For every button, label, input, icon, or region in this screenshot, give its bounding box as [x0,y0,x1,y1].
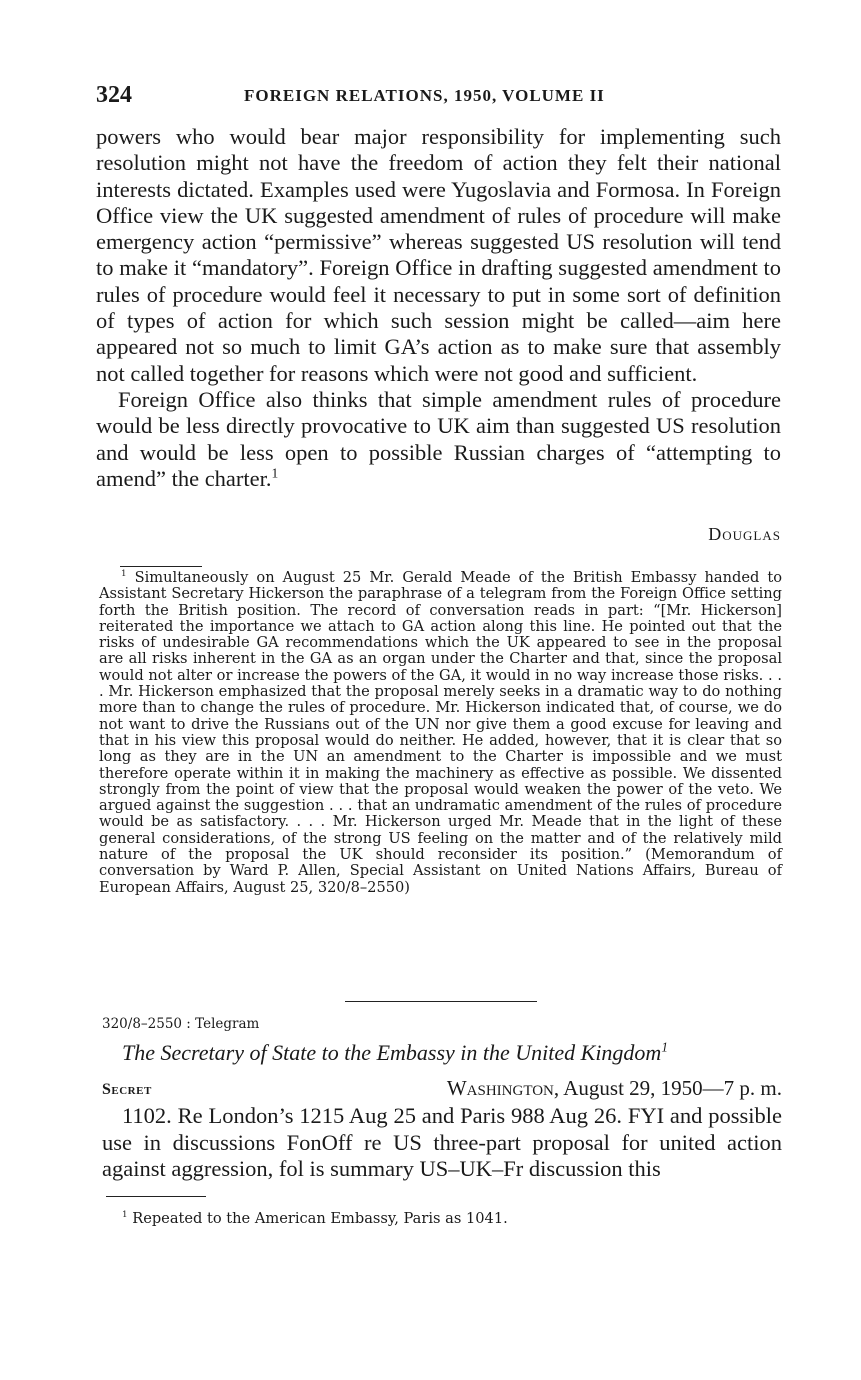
body-paragraph-2 [96,387,781,492]
classification-label: Secret [102,1081,152,1098]
footnote-1 [99,570,782,896]
footnote-2-marker: 1 [122,1210,128,1221]
running-head: FOREIGN RELATIONS, 1950, VOLUME II [244,86,605,105]
body-text [96,124,781,492]
title-footnote-reference: 1 [661,1039,668,1055]
dateline-row [102,1076,782,1102]
section-divider [345,1001,537,1002]
dateline-date: , August 29, 1950—7 p. m. [553,1076,782,1100]
file-reference: 320/8–2550 : Telegram [102,1016,260,1032]
page-header [96,82,786,112]
footnote-2-text: Repeated to the American Embassy, Paris as 1041. [132,1210,508,1227]
footnote-rule-2 [106,1196,206,1197]
document-title-text: The Secretary of State to the Embassy in the United Kingdom [122,1040,662,1065]
footnote-rule [120,566,202,567]
dateline-place: Washington [446,1076,554,1100]
signature: Douglas [708,524,781,544]
page-number: 324 [96,82,132,108]
body-paragraph-2-text: Foreign Office also thinks that simple amendment rules of procedure would be less directly provocative to UK aim than suggested US resolution and would be less open to possible Russian charges of “attempting to amend” the charter. [96,386,781,491]
dateline [447,1076,782,1101]
footnote-reference: 1 [271,465,279,481]
footnote-marker: 1 [121,569,127,580]
footnote-2 [122,1210,508,1227]
telegram-text [102,1103,782,1183]
footnote-1-text: Simultaneously on August 25 Mr. Gerald Meade of the British Embassy handed to Assistant Secretary Hickerson the paraphrase of a telegram from the Foreign Office setting forth the British position. The record of conversation reads in part: “[Mr. Hickerson] reiterated the importance we attach to GA action along this line. He pointed out that the risks of undesirable GA recommendations which the UK appeared to see in the proposal are all risks inherent in the GA as an organ under the Charter and that, since the proposal would not alter or increase the powers of the GA, it would in no way increase those risks. . . . Mr. Hickerson emphasized that the proposal merely seeks in a dramatic way to do nothing more than to change the rules of procedure. Mr. Hickerson indicated that, of course, we do not want to drive the Russians out of the UN nor give them a good excuse for leaving and that in his view this proposal would do neither. He added, however, that it is clear that so long as they are in the UN an amendment to the Charter is impossible and we must therefore operate within it in making the machinery as effective as possible. We dissented strongly from the point of view that the proposal would weaken the power of the veto. We argued against the suggestion . . . that an undramatic amendment of the rules of procedure would be as satisfactory. . . . Mr. Hickerson urged Mr. Meade that in the light of these general considerations, of the strong US feeling on the matter and of the relatively mild nature of the proposal the UK should reconsider its position.” (Memorandum of conversation by Ward P. Allen, Special Assistant on United Nations Affairs, Bureau of European Affairs, August 25, 320/8–2550) [99,569,782,896]
document-title [122,1040,787,1066]
telegram-paragraph: 1102. Re London’s 1215 Aug 25 and Paris 988 Aug 26. FYI and possible use in discussions FonOff re US three-part proposal for united action against aggression, fol is summary US–UK–Fr discussion this [102,1103,782,1181]
body-paragraph-1: powers who would bear major responsibility for implementing such resolution might not have the freedom of action they felt their national interests dictated. Examples used were Yugoslavia and Formosa. In Foreign Office view the UK suggested amendment of rules of procedure will make emergency action “permissive” whereas suggested US resolution will tend to make it “mandatory”. Foreign Office in drafting suggested amendment to rules of procedure would feel it necessary to put in some sort of definition of types of action for which such session might be called—aim here appeared not so much to limit GA’s action as to make sure that assembly not called together for reasons which were not good and sufficient. [96,124,781,386]
